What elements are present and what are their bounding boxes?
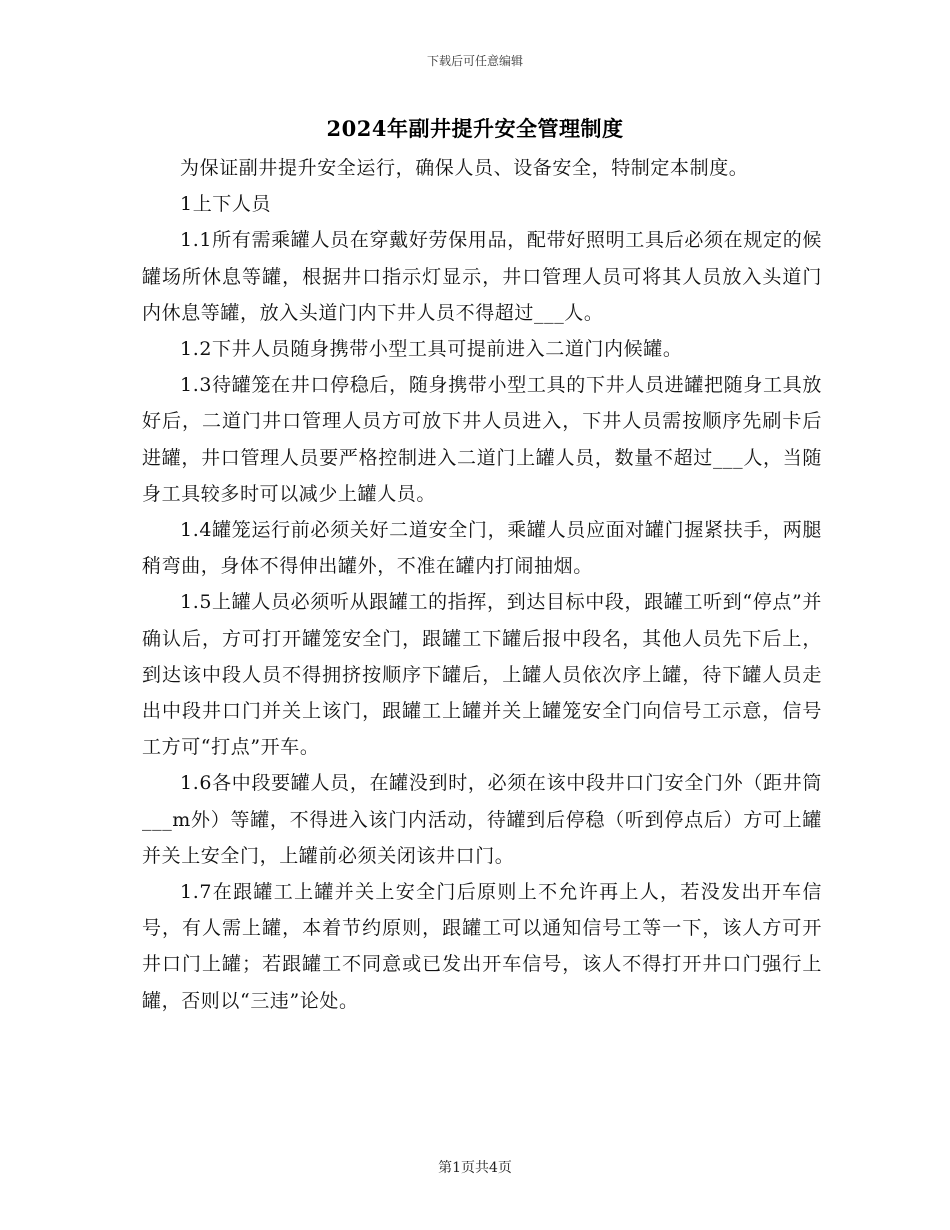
section-heading-1: 1上下人员 [180, 193, 272, 216]
paragraph-1-5: 1.5上罐人员必须听从跟罐工的指挥，到达目标中段，跟罐工听到“停点”并确认后，方可打开罐笼安全门，跟罐工下罐后报中段名，其他人员先下后上，到达该中段人员不得拥挤按顺序下罐后，上罐人员依次序上罐，待下罐人员走出中段井口门并关上该门，跟罐工上罐并关上罐笼安全门向信号工示意，信号工方可“打点”开车。 [142, 591, 822, 759]
header-note: 下载后可任意编辑 [426, 54, 523, 68]
paragraph-1-2: 1.2下井人员随身携带小型工具可提前进入二道门内候罐。 [180, 338, 683, 361]
page-number: 第1页共4页 [438, 1160, 512, 1176]
paragraph-1-6: 1.6各中段要罐人员，在罐没到时，必须在该中段井口门安全门外（距井筒___m外）等罐，不得进入该门内活动，待罐到后停稳（听到停点后）方可上罐并关上安全门，上罐前必须关闭该井口门。 [142, 772, 822, 867]
paragraph-1-4: 1.4罐笼运行前必须关好二道安全门，乘罐人员应面对罐门握紧扶手，两腿稍弯曲，身体不得伸出罐外，不准在罐内打闹抽烟。 [142, 519, 822, 578]
document-body [142, 150, 822, 1019]
paragraph-1-3: 1.3待罐笼在井口停稳后，随身携带小型工具的下井人员进罐把随身工具放好后，二道门井口管理人员方可放下井人员进入，下井人员需按顺序先刷卡后进罐，井口管理人员要严格控制进入二道门上罐人员，数量不超过___人，当随身工具较多时可以减少上罐人员。 [142, 374, 822, 505]
paragraph-1-1: 1.1所有需乘罐人员在穿戴好劳保用品，配带好照明工具后必须在规定的候罐场所休息等罐，根据井口指示灯显示，井口管理人员可将其人员放入头道门内休息等罐，放入头道门内下井人员不得超过___人。 [142, 229, 822, 324]
paragraph-1-7: 1.7在跟罐工上罐并关上安全门后原则上不允许再上人，若没发出开车信号，有人需上罐，本着节约原则，跟罐工可以通知信号工等一下，该人方可开井口门上罐；若跟罐工不同意或已发出开车信号，该人不得打开井口门强行上罐，否则以“三违”论处。 [142, 881, 822, 1012]
document-title: 2024年副井提升安全管理制度 [326, 116, 624, 141]
paragraph-intro: 为保证副井提升安全运行，确保人员、设备安全，特制定本制度。 [180, 157, 749, 179]
